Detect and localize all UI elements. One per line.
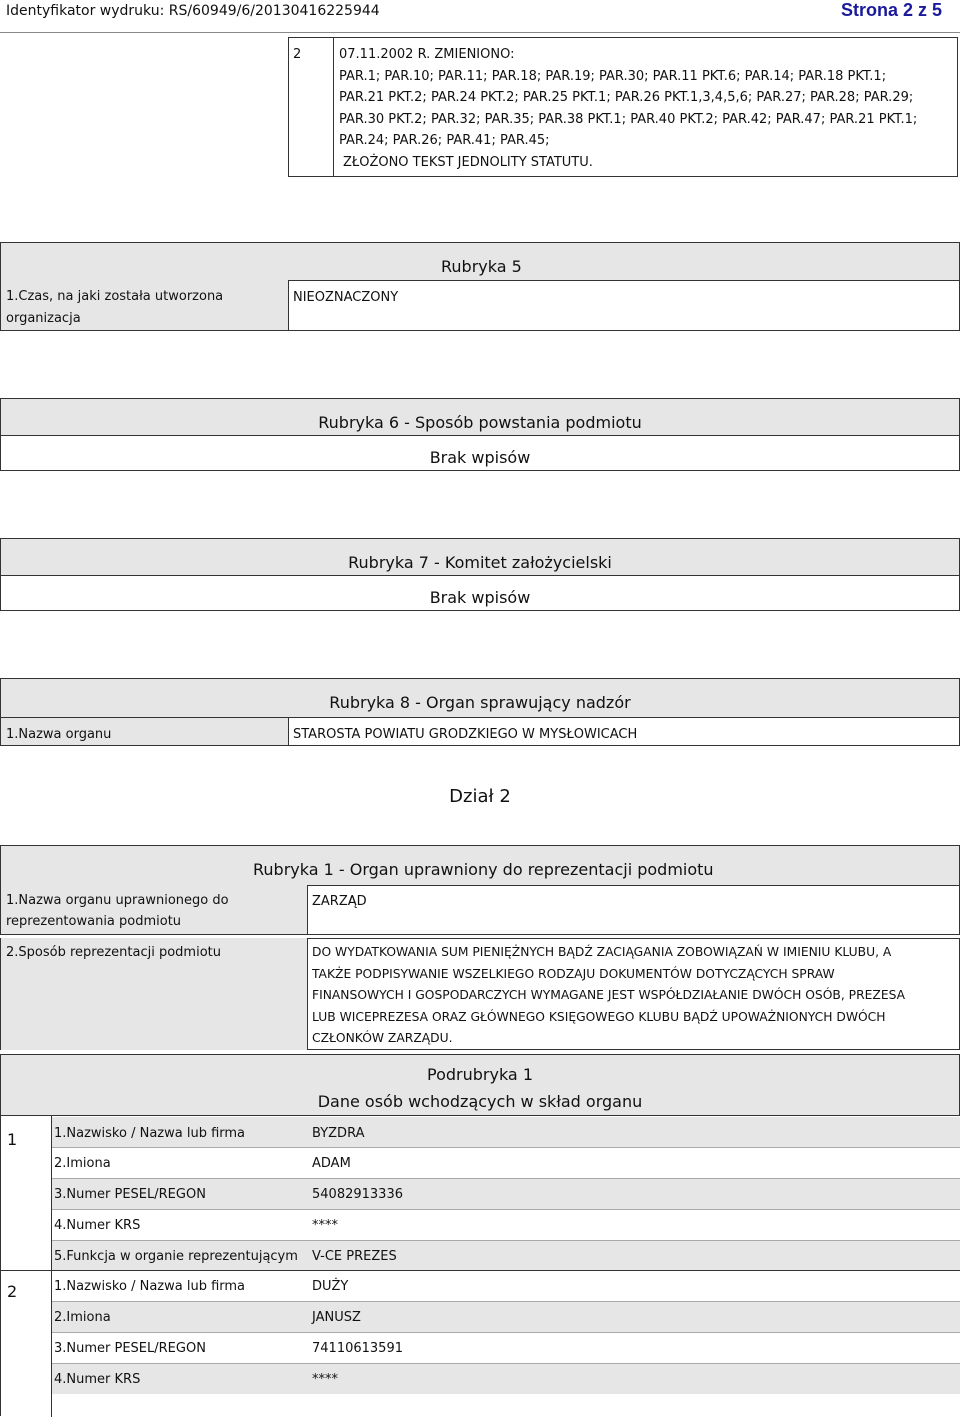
person-field-label: 1.Nazwisko / Nazwa lub firma bbox=[54, 1279, 246, 1294]
rubryka7-body bbox=[0, 575, 960, 611]
entry-line: PAR.1; PAR.10; PAR.11; PAR.18; PAR.19; PAR.30; PAR.11 PKT.6; PAR.14; PAR.18 PKT.1; bbox=[339, 69, 887, 84]
person-field-label: 3.Numer PESEL/REGON bbox=[54, 1341, 206, 1356]
rubryka8-value-cell bbox=[288, 717, 960, 746]
person-row bbox=[52, 1210, 960, 1240]
rubryka5-label-cell bbox=[0, 280, 289, 331]
page-number: Strona 2 z 5 bbox=[840, 0, 942, 20]
print-identifier: Identyfikator wydruku: RS/60949/6/20130416225944 bbox=[6, 3, 380, 19]
rubryka5-label-cont: organizacja bbox=[6, 311, 81, 326]
person-field-value: ADAM bbox=[312, 1156, 351, 1171]
rubryka8-header bbox=[0, 678, 960, 718]
podrubryka-title: Podrubryka 1 bbox=[427, 1065, 533, 1084]
rubryka8-label: 1.Nazwa organu bbox=[6, 727, 112, 742]
rubryka8-value: STAROSTA POWIATU GRODZKIEGO W MYSŁOWICACH bbox=[293, 727, 638, 742]
rubryka6-header bbox=[0, 398, 960, 436]
entry-line: ZŁOŻONO TEKST JEDNOLITY STATUTU. bbox=[343, 155, 593, 170]
person-row bbox=[52, 1302, 960, 1332]
section-title: Dział 2 bbox=[449, 786, 511, 807]
person-field-label: 1.Nazwisko / Nazwa lub firma bbox=[54, 1126, 246, 1141]
person-number: 1 bbox=[7, 1130, 18, 1149]
person-row bbox=[52, 1148, 960, 1178]
person-row bbox=[52, 1333, 960, 1363]
rubryka1-header bbox=[0, 845, 960, 885]
entry-line: PAR.24; PAR.26; PAR.41; PAR.45; bbox=[339, 133, 550, 148]
entry-number: 2 bbox=[293, 47, 302, 62]
rubryka1-value2-line: LUB WICEPREZESA ORAZ GŁÓWNEGO KSIĘGOWEGO KLUBU BĄDŹ UPOWAŻNIONYCH DWÓCH bbox=[312, 1010, 886, 1024]
person-field-label: 4.Numer KRS bbox=[54, 1218, 141, 1233]
rubryka5-header bbox=[0, 242, 960, 280]
person-separator bbox=[1, 1270, 53, 1271]
rubryka1-value1-cell bbox=[307, 885, 960, 935]
podrubryka-header bbox=[0, 1054, 960, 1116]
person-field-value: BYZDRA bbox=[312, 1126, 365, 1141]
rubryka1-label1-cell bbox=[0, 885, 308, 935]
entry-line: PAR.21 PKT.2; PAR.24 PKT.2; PAR.25 PKT.1; PAR.26 PKT.1,3,4,5,6; PAR.27; PAR.28; PAR.29; bbox=[339, 90, 914, 105]
rubryka1-value2-cell bbox=[307, 938, 960, 1050]
person-field-value: **** bbox=[312, 1218, 338, 1233]
rubryka7-value: Brak wpisów bbox=[429, 588, 531, 607]
rubryka5-value-cell bbox=[288, 280, 960, 331]
person-number: 2 bbox=[7, 1282, 18, 1301]
person-field-value: DUŻY bbox=[312, 1279, 349, 1294]
entry-line: 07.11.2002 R. ZMIENIONO: bbox=[339, 47, 515, 62]
rubryka8-title: Rubryka 8 - Organ sprawujący nadzór bbox=[329, 693, 631, 712]
rubryka7-header bbox=[0, 538, 960, 576]
person-field-value: V-CE PREZES bbox=[312, 1249, 397, 1264]
person-row bbox=[52, 1271, 960, 1301]
rubryka1-value1: ZARZĄD bbox=[312, 894, 367, 909]
rubryka1-label1: 1.Nazwa organu uprawnionego do bbox=[6, 893, 229, 908]
rubryka1-value2-line: DO WYDATKOWANIA SUM PIENIĘŻNYCH BĄDŹ ZACIĄGANIA ZOBOWIĄZAŃ W IMIENIU KLUBU, A bbox=[312, 945, 892, 959]
entry-box bbox=[288, 37, 958, 177]
person-field-label: 2.Imiona bbox=[54, 1156, 111, 1171]
rubryka1-label2-cell bbox=[0, 938, 308, 1050]
podrubryka-subtitle: Dane osób wchodzących w skład organu bbox=[317, 1092, 643, 1111]
rubryka1-label1-cont: reprezentowania podmiotu bbox=[6, 914, 182, 929]
person-row bbox=[52, 1179, 960, 1209]
person-field-value: 54082913336 bbox=[312, 1187, 403, 1202]
rubryka6-title: Rubryka 6 - Sposób powstania podmiotu bbox=[318, 413, 642, 432]
entry-divider bbox=[333, 38, 334, 176]
person-field-label: 2.Imiona bbox=[54, 1310, 111, 1325]
person-field-label: 4.Numer KRS bbox=[54, 1372, 141, 1387]
entry-line: PAR.30 PKT.2; PAR.32; PAR.35; PAR.38 PKT.1; PAR.40 PKT.2; PAR.42; PAR.47; PAR.21 PKT.1; bbox=[339, 112, 918, 127]
rubryka5-title: Rubryka 5 bbox=[441, 257, 522, 276]
person-field-label: 5.Funkcja w organie reprezentującym bbox=[54, 1249, 298, 1264]
person-row bbox=[52, 1241, 960, 1270]
rubryka7-title: Rubryka 7 - Komitet założycielski bbox=[348, 553, 612, 572]
header-divider bbox=[0, 32, 960, 33]
rubryka1-label2: 2.Sposób reprezentacji podmiotu bbox=[6, 945, 221, 960]
person-row bbox=[52, 1364, 960, 1394]
rubryka5-label: 1.Czas, na jaki została utworzona bbox=[6, 289, 224, 304]
rubryka5-value: NIEOZNACZONY bbox=[293, 290, 399, 305]
person-field-value: **** bbox=[312, 1372, 338, 1387]
rubryka1-title: Rubryka 1 - Organ uprawniony do reprezentacji podmiotu bbox=[253, 860, 714, 879]
rubryka8-label-cell bbox=[0, 717, 289, 746]
rubryka1-value2-line: FINANSOWYCH I GOSPODARCZYCH WYMAGANE JEST WSPÓŁDZIAŁANIE DWÓCH OSÓB, PREZESA bbox=[312, 988, 906, 1002]
rubryka6-value: Brak wpisów bbox=[429, 448, 531, 467]
rubryka1-value2-line: CZŁONKÓW ZARZĄDU. bbox=[312, 1031, 453, 1045]
persons-table bbox=[0, 1115, 960, 1416]
person-field-value: 74110613591 bbox=[312, 1341, 403, 1356]
person-field-label: 3.Numer PESEL/REGON bbox=[54, 1187, 206, 1202]
rubryka6-body bbox=[0, 435, 960, 471]
person-field-value: JANUSZ bbox=[312, 1310, 361, 1325]
person-row bbox=[52, 1117, 960, 1147]
rubryka1-value2-line: TAKŻE PODPISYWANIE WSZELKIEGO RODZAJU DOKUMENTÓW DOTYCZĄCYCH SPRAW bbox=[312, 967, 835, 981]
